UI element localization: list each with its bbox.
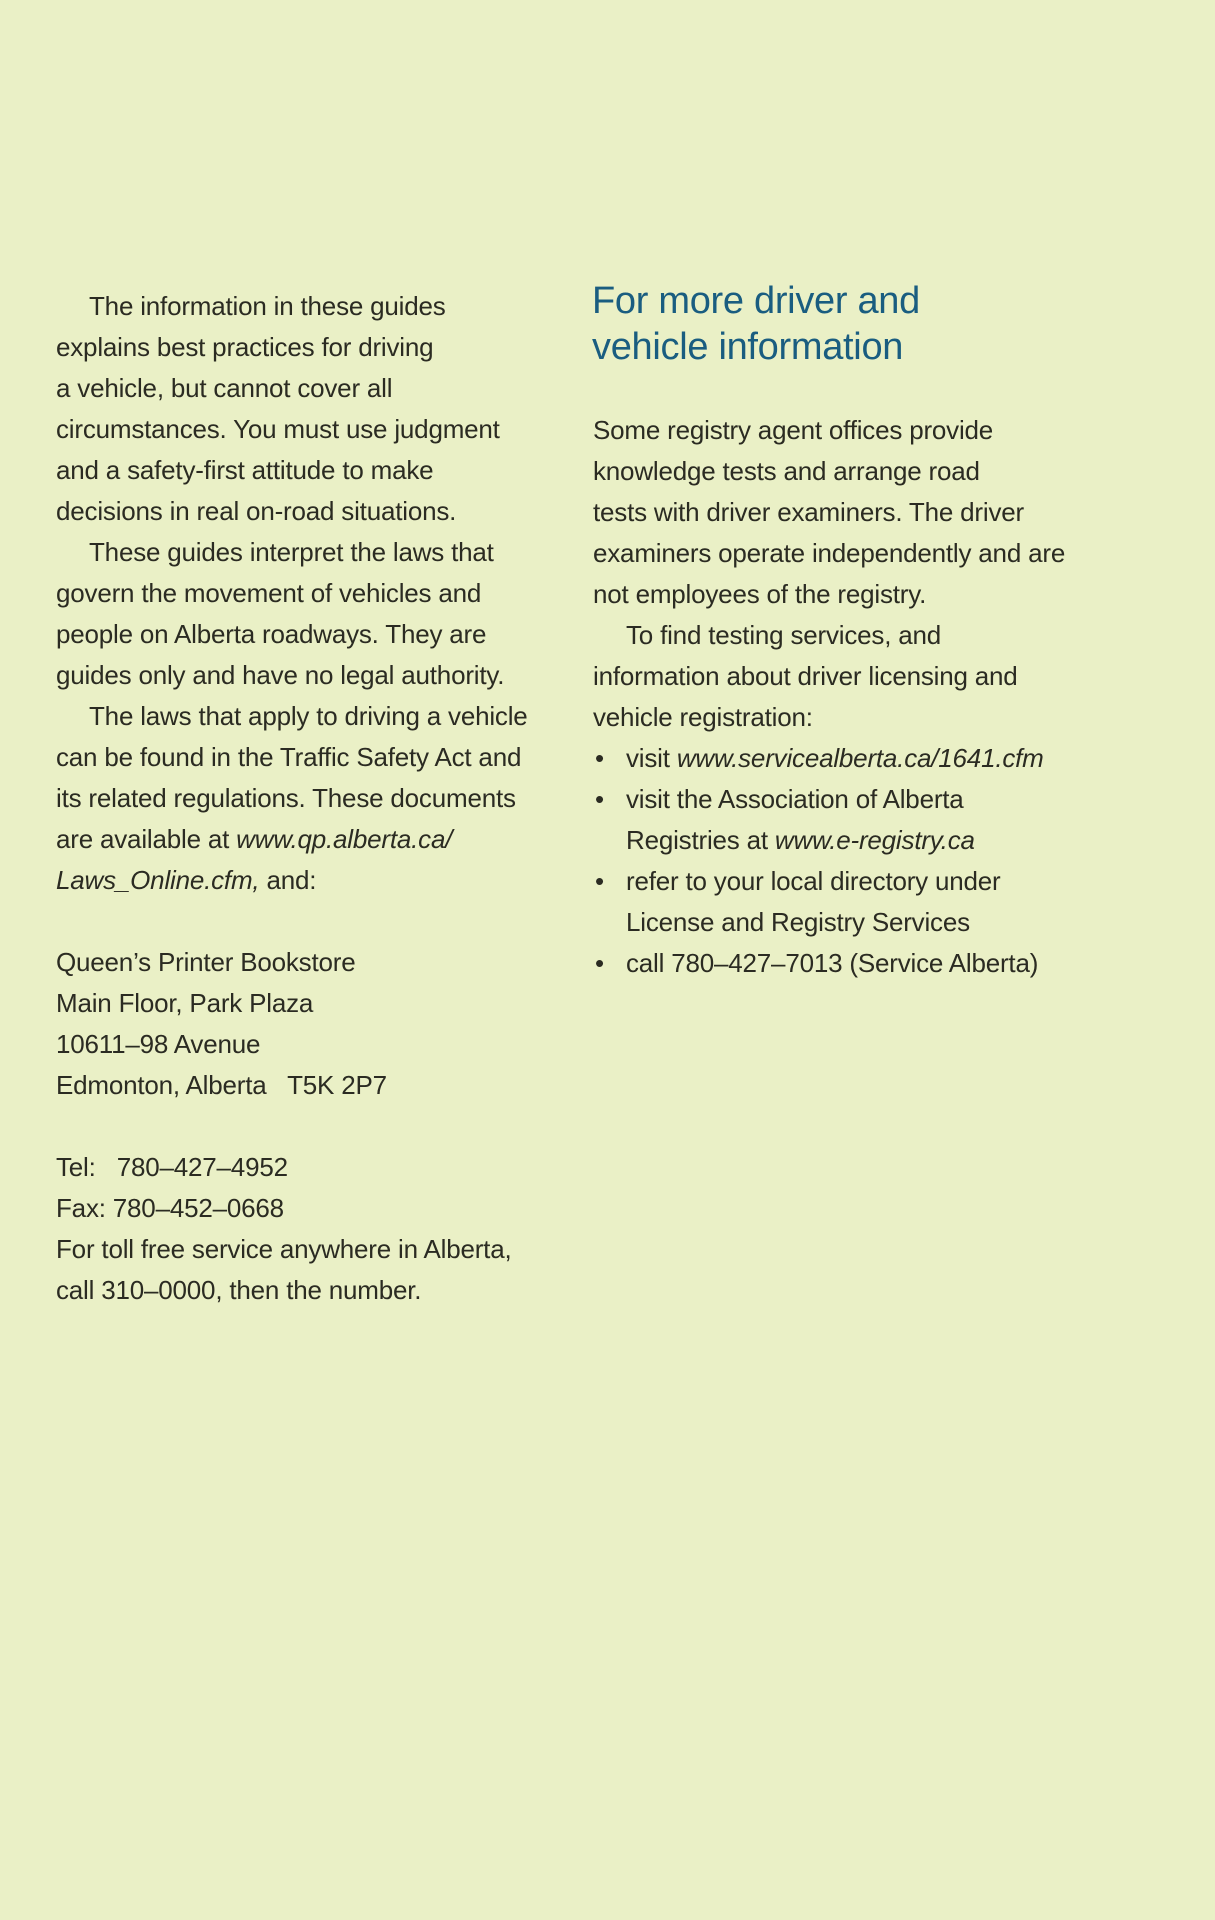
e-registry-link[interactable]: www.e-registry.ca [774, 825, 975, 855]
list-item: • visit the Association of Alberta Registries at www.e-registry.ca [593, 779, 1153, 861]
resource-list [593, 738, 1153, 984]
bullet-icon: • [595, 784, 604, 814]
bullet-icon: • [595, 866, 604, 896]
laws-paragraph: The laws that apply to driving a vehicle can be found in the Traffic Safety Act and its related regulations. These documents are available at www.qp.alberta.ca/ Laws_Online.cfm, and: [56, 701, 528, 895]
laws-online-link-cont[interactable]: Laws_Online.cfm, [56, 865, 260, 895]
left-column [56, 286, 576, 1311]
registry-paragraph: Some registry agent offices provide knowledge tests and arrange road tests with driver examiners. The driver examiners operate independently and are not employees of the registry. [593, 415, 1066, 609]
bullet-icon: • [595, 948, 604, 978]
guides-paragraph: These guides interpret the laws that govern the movement of vehicles and people on Alberta roadways. They are guides only and have no legal authority. [56, 537, 505, 690]
laws-online-link[interactable]: www.qp.alberta.ca/ [236, 824, 453, 854]
contact-info: Tel: 780–427–4952 Fax: 780–452–0668 For toll free service anywhere in Alberta, call 310–0000, then the number. [56, 1152, 512, 1305]
section-heading: For more driver and vehicle information [592, 280, 920, 368]
list-item: • visit www.servicealberta.ca/1641.cfm [593, 738, 1153, 779]
bookstore-address: Queen’s Printer Bookstore Main Floor, Park Plaza 10611–98 Avenue Edmonton, Alberta T5K 2P7 [56, 947, 387, 1100]
right-column [593, 410, 1153, 984]
list-item: • refer to your local directory under License and Registry Services [593, 861, 1153, 943]
testing-paragraph: To find testing services, and information about driver licensing and vehicle registration: [593, 620, 1018, 732]
intro-paragraph: The information in these guides explains best practices for driving a vehicle, but cannot cover all circumstances. You must use judgment and a safety-first attitude to make decisions in real on-road situations. [56, 291, 500, 526]
bullet-icon: • [595, 743, 604, 773]
servicealberta-link[interactable]: www.servicealberta.ca/1641.cfm [676, 743, 1044, 773]
list-item: • call 780–427–7013 (Service Alberta) [593, 943, 1153, 984]
